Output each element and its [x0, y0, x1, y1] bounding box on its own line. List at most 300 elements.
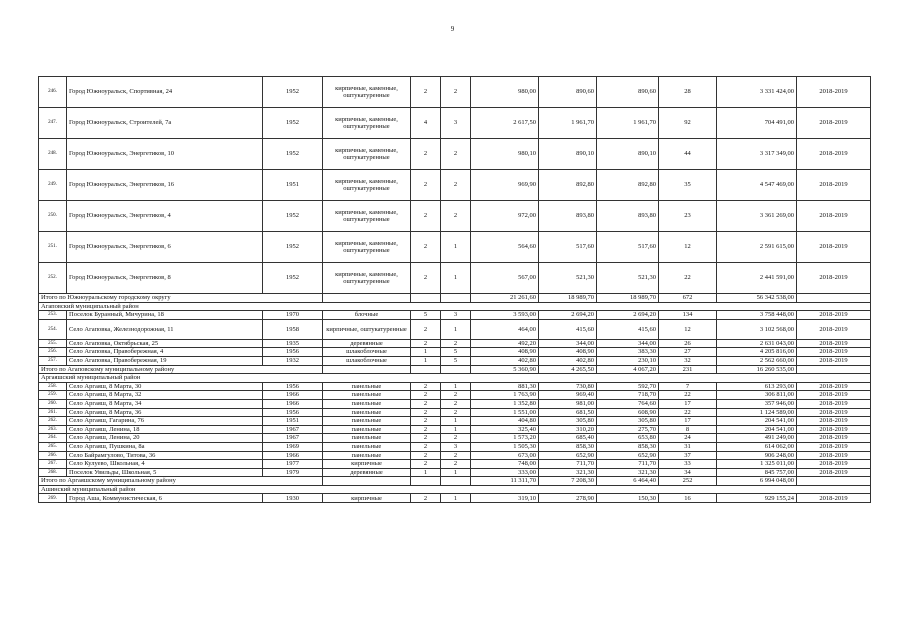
table-cell: 704 491,00 — [717, 108, 797, 139]
table-cell: 325,40 — [471, 425, 539, 434]
table-cell: кирпичные, каменные, оштукатуренные — [323, 108, 411, 139]
table-cell: 2 — [411, 232, 441, 263]
table-cell: 253. — [39, 311, 67, 320]
table-cell: Село Агаповка, Железнодорожная, 11 — [67, 319, 263, 339]
table-row — [39, 356, 871, 365]
table-cell: 893,80 — [597, 201, 659, 232]
table-cell: 1966 — [263, 399, 323, 408]
table-cell: 260. — [39, 399, 67, 408]
table-cell: Город Южноуральск, Энергетиков, 10 — [67, 139, 263, 170]
table-cell: 614 062,00 — [717, 442, 797, 451]
table-cell: 1 — [411, 348, 441, 357]
table-row — [39, 442, 871, 451]
table-cell: 2 — [411, 434, 441, 443]
table-cell: 2 — [411, 382, 441, 391]
table-cell: 2 — [411, 494, 441, 503]
table-row — [39, 139, 871, 170]
table-cell: 4 — [411, 108, 441, 139]
table-cell: 517,60 — [539, 232, 597, 263]
table-cell: 34 — [659, 468, 717, 477]
table-cell: 3 361 269,00 — [717, 201, 797, 232]
table-cell: 263. — [39, 425, 67, 434]
table-cell: кирпичные — [323, 460, 411, 469]
table-cell: 278,90 — [539, 494, 597, 503]
table-cell: 134 — [659, 311, 717, 320]
table-cell: Село Аргаяш, 8 Марта, 36 — [67, 408, 263, 417]
table-cell: 250. — [39, 201, 67, 232]
table-cell: 402,80 — [471, 356, 539, 365]
table-cell: 2018-2019 — [797, 425, 871, 434]
table-cell: 305,80 — [597, 417, 659, 426]
table-cell: 2 — [441, 408, 471, 417]
table-cell: 2018-2019 — [797, 494, 871, 503]
table-cell: 4 547 469,00 — [717, 170, 797, 201]
table-cell: 1 573,20 — [471, 434, 539, 443]
table-cell: 264. — [39, 434, 67, 443]
table-cell: 2 — [441, 201, 471, 232]
table-cell: 2 — [441, 460, 471, 469]
table-cell: 1952 — [263, 108, 323, 139]
empty-cell — [441, 365, 471, 374]
table-cell: 1952 — [263, 201, 323, 232]
table-cell: 681,50 — [539, 408, 597, 417]
table-cell: Село Аргаяш, 8 Марта, 32 — [67, 391, 263, 400]
table-row — [39, 434, 871, 443]
table-cell: Город Южноуральск, Строителей, 7а — [67, 108, 263, 139]
table-cell: 26 — [659, 339, 717, 348]
table-cell: 310,20 — [539, 425, 597, 434]
table-cell: 2018-2019 — [797, 348, 871, 357]
total-cell: 11 311,70 — [471, 477, 539, 486]
total-cell: 7 208,30 — [539, 477, 597, 486]
table-cell: 3 — [441, 442, 471, 451]
table-row — [39, 263, 871, 294]
table-cell: 404,80 — [471, 417, 539, 426]
section-heading: Ашинский муниципальный район — [39, 485, 871, 494]
table-cell: 12 — [659, 232, 717, 263]
table-cell: 2018-2019 — [797, 468, 871, 477]
table-cell: 2018-2019 — [797, 339, 871, 348]
table-cell: 1952 — [263, 77, 323, 108]
total-cell: 21 261,60 — [471, 294, 539, 303]
table-cell: 1 — [441, 232, 471, 263]
table-cell: 2 — [411, 399, 441, 408]
table-cell: 893,80 — [539, 201, 597, 232]
table-row — [39, 408, 871, 417]
table-cell: блочные — [323, 311, 411, 320]
table-row — [39, 468, 871, 477]
table-cell: 980,00 — [471, 77, 539, 108]
table-cell: 2 — [411, 339, 441, 348]
table-cell: 464,00 — [471, 319, 539, 339]
table-cell: 890,60 — [597, 77, 659, 108]
table-cell: 711,70 — [539, 460, 597, 469]
table-cell: 2018-2019 — [797, 460, 871, 469]
table-cell: Город Южноуральск, Энергетиков, 6 — [67, 232, 263, 263]
table-cell: 2018-2019 — [797, 232, 871, 263]
table-cell: 711,70 — [597, 460, 659, 469]
table-cell: 3 — [441, 311, 471, 320]
table-cell: 4 205 816,00 — [717, 348, 797, 357]
table-cell: 521,30 — [597, 263, 659, 294]
table-cell: 972,00 — [471, 201, 539, 232]
table-cell: 256. — [39, 348, 67, 357]
table-cell: 981,00 — [539, 399, 597, 408]
table-cell: 249. — [39, 170, 67, 201]
table-cell: 383,30 — [597, 348, 659, 357]
table-cell: 319,10 — [471, 494, 539, 503]
table-cell: кирпичные, каменные, оштукатуренные — [323, 77, 411, 108]
table-row — [39, 170, 871, 201]
table-cell: 408,90 — [471, 348, 539, 357]
table-row — [39, 348, 871, 357]
empty-cell — [797, 365, 871, 374]
total-cell: 231 — [659, 365, 717, 374]
table-cell: 305,80 — [539, 417, 597, 426]
table-cell: 929 155,24 — [717, 494, 797, 503]
table-cell: 204 541,00 — [717, 425, 797, 434]
table-cell: 2 — [441, 170, 471, 201]
table-cell: 3 331 424,00 — [717, 77, 797, 108]
table-cell: 2 — [441, 339, 471, 348]
table-cell: 969,40 — [539, 391, 597, 400]
table-cell: 248. — [39, 139, 67, 170]
table-cell: 415,60 — [539, 319, 597, 339]
total-cell: 6 464,40 — [597, 477, 659, 486]
table-row — [39, 77, 871, 108]
table-cell: 1956 — [263, 408, 323, 417]
table-cell: 2 — [411, 442, 441, 451]
table-cell: 1 551,00 — [471, 408, 539, 417]
table-cell: 2018-2019 — [797, 77, 871, 108]
table-cell: 23 — [659, 201, 717, 232]
page-number: 9 — [450, 25, 455, 33]
table-cell: 906 248,00 — [717, 451, 797, 460]
table-cell: Село Кулуево, Школьная, 4 — [67, 460, 263, 469]
table-cell: 254. — [39, 319, 67, 339]
table-cell: 890,10 — [597, 139, 659, 170]
table-cell: Поселок Увильды, Школьная, 5 — [67, 468, 263, 477]
table-cell: 1935 — [263, 339, 323, 348]
total-cell: 18 989,70 — [597, 294, 659, 303]
table-cell: 3 758 448,00 — [717, 311, 797, 320]
section-row — [39, 374, 871, 383]
table-cell: 35 — [659, 170, 717, 201]
table-cell: 890,60 — [539, 77, 597, 108]
table-cell: панельные — [323, 425, 411, 434]
table-cell: 567,00 — [471, 263, 539, 294]
table-cell: 1 961,70 — [539, 108, 597, 139]
table-cell: 2 441 591,00 — [717, 263, 797, 294]
table-cell: 652,90 — [539, 451, 597, 460]
table-cell: 1 — [441, 319, 471, 339]
table-row — [39, 425, 871, 434]
table-cell: 1966 — [263, 451, 323, 460]
table-cell: Город Южноуральск, Энергетиков, 16 — [67, 170, 263, 201]
table-cell: 402,80 — [539, 356, 597, 365]
table-cell: 1958 — [263, 319, 323, 339]
table-cell: 2018-2019 — [797, 408, 871, 417]
table-cell: 1952 — [263, 139, 323, 170]
table-cell: 2018-2019 — [797, 434, 871, 443]
table-cell: Село Аргаяш, Пушкина, 8а — [67, 442, 263, 451]
table-cell: Село Агаповка, Правобережная, 19 — [67, 356, 263, 365]
table-cell: кирпичные, каменные, оштукатуренные — [323, 232, 411, 263]
table-cell: 3 — [441, 108, 471, 139]
section-heading: Агаповский муниципальный район — [39, 302, 871, 311]
table-cell: 1930 — [263, 494, 323, 503]
table-cell: 2 — [411, 417, 441, 426]
empty-cell — [323, 365, 411, 374]
table-cell: шлакоблочные — [323, 356, 411, 365]
table-cell: 2018-2019 — [797, 451, 871, 460]
table-cell: 2018-2019 — [797, 319, 871, 339]
table-cell: 2 591 615,00 — [717, 232, 797, 263]
table-cell: 653,80 — [597, 434, 659, 443]
total-cell: 6 994 048,00 — [717, 477, 797, 486]
table-cell: кирпичные, каменные, оштукатуренные — [323, 139, 411, 170]
table-cell: 268. — [39, 468, 67, 477]
table-cell: 2018-2019 — [797, 170, 871, 201]
table-cell: 1966 — [263, 391, 323, 400]
table-cell: панельные — [323, 434, 411, 443]
table-cell: 267. — [39, 460, 67, 469]
table-cell: 1970 — [263, 311, 323, 320]
table-cell: 1977 — [263, 460, 323, 469]
table-cell: 204 541,00 — [717, 417, 797, 426]
table-cell: 1 961,70 — [597, 108, 659, 139]
empty-cell — [441, 294, 471, 303]
table-cell: 592,70 — [597, 382, 659, 391]
table-cell: 564,60 — [471, 232, 539, 263]
table-cell: 1 — [411, 356, 441, 365]
empty-cell — [323, 294, 411, 303]
table-cell: кирпичные, каменные, оштукатуренные — [323, 201, 411, 232]
empty-cell — [411, 294, 441, 303]
table-cell: шлакоблочные — [323, 348, 411, 357]
section-heading: Аргаяшский муниципальный район — [39, 374, 871, 383]
table-cell: 2 631 043,00 — [717, 339, 797, 348]
table-cell: кирпичные, каменные, оштукатуренные — [323, 170, 411, 201]
table-cell: 262. — [39, 417, 67, 426]
table-row — [39, 417, 871, 426]
table-cell: 2 — [411, 77, 441, 108]
table-cell: 1 — [411, 468, 441, 477]
table-cell: 415,60 — [597, 319, 659, 339]
table-cell: 2 — [411, 425, 441, 434]
table-cell: 1932 — [263, 356, 323, 365]
table-cell: 2 — [441, 399, 471, 408]
table-cell: 1 — [441, 417, 471, 426]
table-cell: 275,70 — [597, 425, 659, 434]
table-cell: 2 562 660,00 — [717, 356, 797, 365]
table-cell: Село Аргаяш, 8 Марта, 34 — [67, 399, 263, 408]
table-cell: 2 — [441, 434, 471, 443]
table-cell: 246. — [39, 77, 67, 108]
table-cell: 1979 — [263, 468, 323, 477]
table-cell: 2 — [411, 139, 441, 170]
table-cell: 5 — [441, 348, 471, 357]
table-cell: 2018-2019 — [797, 442, 871, 451]
table-row — [39, 108, 871, 139]
empty-cell — [441, 477, 471, 486]
total-cell: 672 — [659, 294, 717, 303]
empty-cell — [411, 365, 441, 374]
table-cell: 1 505,30 — [471, 442, 539, 451]
table-cell: 3 102 568,00 — [717, 319, 797, 339]
table-cell: 2018-2019 — [797, 356, 871, 365]
table-cell: 748,00 — [471, 460, 539, 469]
table-cell: 321,30 — [597, 468, 659, 477]
table-cell: 2018-2019 — [797, 391, 871, 400]
table-cell: Село Аргаяш, Ленина, 20 — [67, 434, 263, 443]
table-cell: Село Байрамгулово, Титова, 36 — [67, 451, 263, 460]
housing-table — [38, 76, 871, 503]
table-cell: 2 — [411, 319, 441, 339]
table-cell: 2018-2019 — [797, 139, 871, 170]
table-row — [39, 451, 871, 460]
table-cell: 16 — [659, 494, 717, 503]
table-cell: 3 317 349,00 — [717, 139, 797, 170]
table-cell: 8 — [659, 425, 717, 434]
table-cell: 492,20 — [471, 339, 539, 348]
table-row — [39, 399, 871, 408]
table-cell: 150,30 — [597, 494, 659, 503]
table-cell: 1967 — [263, 425, 323, 434]
table-cell: 252. — [39, 263, 67, 294]
table-cell: 333,00 — [471, 468, 539, 477]
table-cell: 718,70 — [597, 391, 659, 400]
table-cell: 5 — [411, 311, 441, 320]
table-cell: 2 694,20 — [597, 311, 659, 320]
table-cell: 1952 — [263, 232, 323, 263]
table-cell: 1967 — [263, 434, 323, 443]
table-cell: 2 — [441, 451, 471, 460]
table-cell: 673,00 — [471, 451, 539, 460]
section-row — [39, 485, 871, 494]
table-cell: 22 — [659, 391, 717, 400]
table-cell: 2018-2019 — [797, 108, 871, 139]
total-cell: 56 342 538,00 — [717, 294, 797, 303]
table-cell: 257. — [39, 356, 67, 365]
total-cell: 252 — [659, 477, 717, 486]
table-cell: 517,60 — [597, 232, 659, 263]
table-cell: 357 946,00 — [717, 399, 797, 408]
total-label: Итого по Агаповскому муниципальному району — [39, 365, 323, 374]
table-cell: 1 — [441, 263, 471, 294]
total-label: Итого по Южноуральскому городскому округу — [39, 294, 323, 303]
table-cell: 2018-2019 — [797, 399, 871, 408]
table-cell: 881,30 — [471, 382, 539, 391]
table-cell: 858,30 — [539, 442, 597, 451]
table-cell: 2 — [411, 408, 441, 417]
table-cell: 608,90 — [597, 408, 659, 417]
table-row — [39, 460, 871, 469]
table-row — [39, 494, 871, 503]
table-cell: Село Агаповка, Октябрьская, 25 — [67, 339, 263, 348]
table-cell: 1956 — [263, 348, 323, 357]
table-row — [39, 382, 871, 391]
table-cell: 408,90 — [539, 348, 597, 357]
table-cell: панельные — [323, 451, 411, 460]
table-cell: 2018-2019 — [797, 201, 871, 232]
table-cell: 261. — [39, 408, 67, 417]
table-cell: 44 — [659, 139, 717, 170]
table-cell: 2 — [411, 201, 441, 232]
table-cell: 1 — [441, 468, 471, 477]
empty-cell — [797, 477, 871, 486]
table-cell: Город Южноуральск, Спортивная, 24 — [67, 77, 263, 108]
table-cell: 652,90 — [597, 451, 659, 460]
total-cell: 16 260 535,00 — [717, 365, 797, 374]
table-cell: панельные — [323, 408, 411, 417]
table-cell: 2 — [411, 170, 441, 201]
table-cell: 2018-2019 — [797, 417, 871, 426]
table-cell: 521,30 — [539, 263, 597, 294]
table-cell: Поселок Буранный, Мичурина, 18 — [67, 311, 263, 320]
table-cell: 92 — [659, 108, 717, 139]
table-row — [39, 339, 871, 348]
table-cell: 5 — [441, 356, 471, 365]
table-cell: 24 — [659, 434, 717, 443]
table-cell: Город Южноуральск, Энергетиков, 8 — [67, 263, 263, 294]
table-row — [39, 201, 871, 232]
total-cell: 5 360,90 — [471, 365, 539, 374]
table-cell: Город Южноуральск, Энергетиков, 4 — [67, 201, 263, 232]
table-cell: 892,80 — [597, 170, 659, 201]
table-cell: 255. — [39, 339, 67, 348]
table-cell: 1969 — [263, 442, 323, 451]
table-cell: 1 352,80 — [471, 399, 539, 408]
table-cell: деревянные — [323, 468, 411, 477]
table-cell: 1956 — [263, 382, 323, 391]
table-cell: 344,00 — [597, 339, 659, 348]
table-cell: 1 — [441, 425, 471, 434]
total-cell: 4 067,20 — [597, 365, 659, 374]
table-cell: 2 — [441, 139, 471, 170]
table-cell: 230,10 — [597, 356, 659, 365]
table-cell: 890,10 — [539, 139, 597, 170]
table-cell: панельные — [323, 442, 411, 451]
table-cell: панельные — [323, 399, 411, 408]
table-cell: 22 — [659, 408, 717, 417]
table-cell: 2018-2019 — [797, 263, 871, 294]
table-row — [39, 319, 871, 339]
table-cell: 730,80 — [539, 382, 597, 391]
table-cell: 1952 — [263, 263, 323, 294]
table-cell: 2018-2019 — [797, 311, 871, 320]
table-cell: 1 — [441, 494, 471, 503]
table-cell: 858,30 — [597, 442, 659, 451]
table-cell: 685,40 — [539, 434, 597, 443]
total-label: Итого по Аргаяшскому муниципальному району — [39, 477, 323, 486]
table-cell: 22 — [659, 263, 717, 294]
table-row — [39, 232, 871, 263]
table-cell: 17 — [659, 399, 717, 408]
table-cell: 321,30 — [539, 468, 597, 477]
table-cell: 259. — [39, 391, 67, 400]
table-cell: 3 593,00 — [471, 311, 539, 320]
table-cell: кирпичные, оштукатуренные — [323, 319, 411, 339]
total-cell: 4 265,50 — [539, 365, 597, 374]
table-cell: 2 — [411, 391, 441, 400]
table-cell: 980,10 — [471, 139, 539, 170]
table-cell: панельные — [323, 391, 411, 400]
table-cell: Село Аргаяш, Гагарина, 76 — [67, 417, 263, 426]
table-cell: 1951 — [263, 170, 323, 201]
table-cell: 2 — [411, 263, 441, 294]
total-cell: 18 989,70 — [539, 294, 597, 303]
